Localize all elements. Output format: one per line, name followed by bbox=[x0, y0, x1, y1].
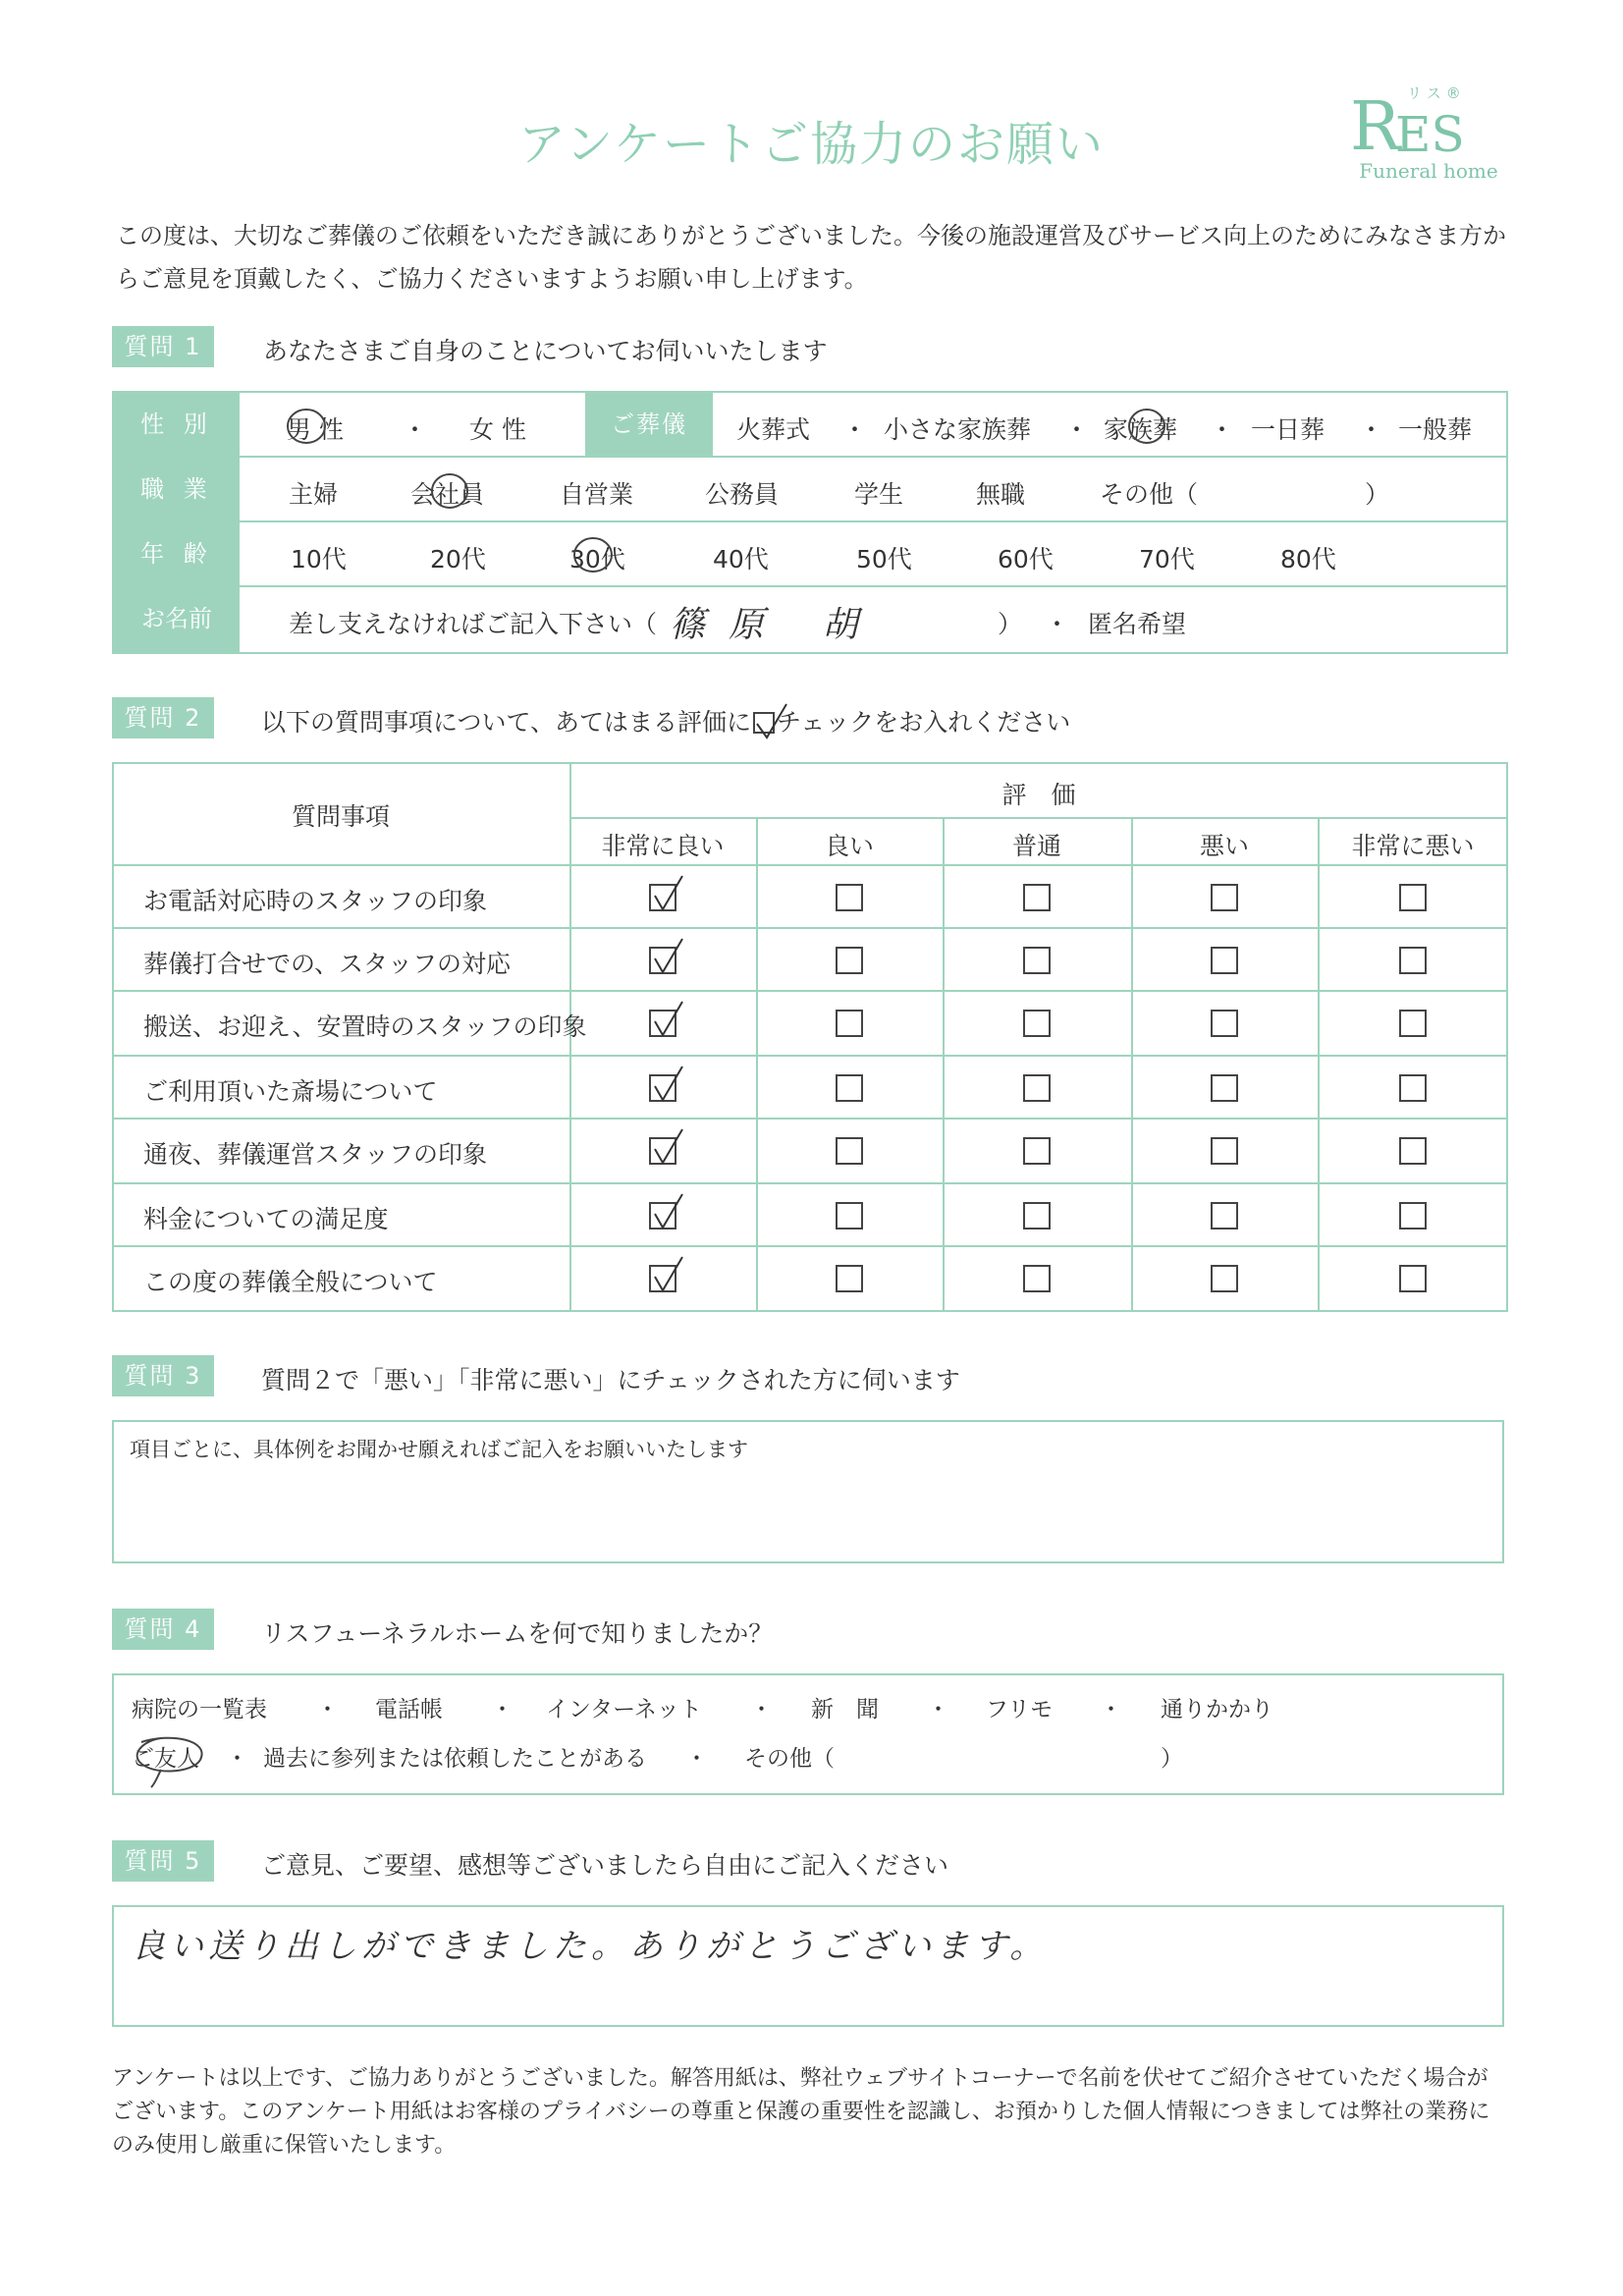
q2-row-divider bbox=[112, 1118, 1508, 1120]
q4-option-newspaper[interactable]: 新 聞 bbox=[811, 1697, 879, 1722]
funeral-option-one-day[interactable]: 一日葬 bbox=[1251, 415, 1325, 444]
q1-label: 質問 1 bbox=[112, 326, 214, 367]
q2-col-divider bbox=[943, 817, 945, 1312]
rating-checkbox[interactable] bbox=[1023, 1074, 1051, 1102]
separator-dot: ・ bbox=[491, 1697, 514, 1722]
circle-mark-company-employee bbox=[428, 469, 471, 513]
rating-checkbox[interactable] bbox=[1399, 1010, 1427, 1037]
funeral-option-cremation[interactable]: 火葬式 bbox=[736, 415, 811, 444]
circle-mark-family-funeral bbox=[1125, 405, 1168, 448]
rating-checkbox[interactable] bbox=[836, 1074, 863, 1102]
rating-checkbox[interactable] bbox=[1023, 1265, 1051, 1292]
rating-checkbox[interactable] bbox=[649, 947, 676, 974]
q2-text-after: チェックをお入れください bbox=[777, 708, 1071, 737]
q2-row-divider bbox=[569, 817, 1508, 819]
rating-checkbox[interactable] bbox=[1211, 1265, 1238, 1292]
q4-other-close: ） bbox=[1161, 1746, 1183, 1772]
separator-dot: ・ bbox=[226, 1746, 248, 1772]
rating-checkbox[interactable] bbox=[836, 947, 863, 974]
separator-dot: ・ bbox=[1100, 1697, 1122, 1722]
q2-row-divider bbox=[112, 927, 1508, 929]
q3-text: 質問２で「悪い」「非常に悪い」にチェックされた方に伺います bbox=[261, 1366, 960, 1394]
job-option-civil-servant[interactable]: 公務員 bbox=[705, 480, 780, 509]
gender-option-male[interactable]: 男 性 bbox=[287, 415, 344, 444]
rating-checkbox[interactable] bbox=[1399, 884, 1427, 911]
funeral-option-small-family[interactable]: 小さな家族葬 bbox=[884, 415, 1032, 444]
q4-option-internet[interactable]: インターネット bbox=[546, 1697, 702, 1722]
separator-dot: ・ bbox=[316, 1697, 339, 1722]
q4-option-friend[interactable]: ご友人 bbox=[132, 1746, 199, 1772]
separator-dot: ・ bbox=[750, 1697, 773, 1722]
q4-option-past-attendance[interactable]: 過去に参列または依頼したことがある bbox=[263, 1746, 647, 1772]
rating-checkbox[interactable] bbox=[1211, 1010, 1238, 1037]
rating-checkbox[interactable] bbox=[1399, 1074, 1427, 1102]
rating-checkbox[interactable] bbox=[1211, 1202, 1238, 1230]
age-header: 年 齢 bbox=[114, 522, 240, 585]
question-item-label: 料金についての満足度 bbox=[143, 1205, 389, 1233]
name-prompt: 差し支えなければご記入下さい（ bbox=[289, 610, 658, 638]
q2-text bbox=[261, 703, 1070, 738]
question-item-label: 搬送、お迎え、安置時のスタッフの印象 bbox=[143, 1012, 587, 1041]
question-item-label: この度の葬儀全般について bbox=[143, 1268, 438, 1296]
rating-checkbox[interactable] bbox=[1211, 947, 1238, 974]
checkmark-icon bbox=[649, 1000, 694, 1039]
q2-col-divider bbox=[1131, 817, 1133, 1312]
logo-letters-es: ES bbox=[1395, 106, 1465, 163]
funeral-option-general[interactable]: 一般葬 bbox=[1398, 415, 1473, 444]
rating-checkbox[interactable] bbox=[1211, 1074, 1238, 1102]
q2-text-before: 以下の質問事項について、あてはまる評価に bbox=[261, 708, 752, 737]
logo-letter-r: R bbox=[1350, 88, 1401, 166]
intro-text: この度は、大切なご葬儀のご依頼をいただき誠にありがとうございました。今後の施設運営及びサービス向上のためにみなさま方からご意見を頂戴したく、ご協力くださいますようお願い申し上げます。 bbox=[116, 222, 1506, 293]
logo-kana: リス® bbox=[1407, 84, 1466, 102]
age-option-20s[interactable]: 20代 bbox=[430, 545, 486, 574]
company-logo bbox=[1350, 84, 1507, 183]
separator-dot: ・ bbox=[1210, 415, 1235, 444]
rating-checkbox[interactable] bbox=[649, 1265, 676, 1292]
gender-option-female[interactable]: 女 性 bbox=[469, 415, 526, 444]
separator-dot: ・ bbox=[1064, 415, 1090, 444]
rating-checkbox[interactable] bbox=[836, 1137, 863, 1165]
funeral-header: ご葬儀 bbox=[585, 393, 713, 456]
funeral-option-family[interactable]: 家族葬 bbox=[1104, 415, 1178, 444]
job-option-self-employed[interactable]: 自営業 bbox=[560, 480, 634, 509]
separator-dot: ・ bbox=[685, 1746, 708, 1772]
rating-header: 評 価 bbox=[1001, 781, 1076, 809]
job-other-close: ） bbox=[1365, 480, 1390, 509]
name-value[interactable]: 篠原 胡 bbox=[670, 605, 882, 645]
items-header: 質問事項 bbox=[291, 802, 390, 831]
q4-option-furimo[interactable]: フリモ bbox=[986, 1697, 1054, 1722]
age-option-10s[interactable]: 10代 bbox=[291, 545, 347, 574]
rating-checkbox[interactable] bbox=[1023, 947, 1051, 974]
rating-col-very-good: 非常に良い bbox=[601, 832, 725, 860]
question-item-label: ご利用頂いた斎場について bbox=[143, 1077, 438, 1106]
job-option-housewife[interactable]: 主婦 bbox=[289, 480, 339, 509]
footer-note: アンケートは以上です、ご協力ありがとうございました。解答用紙は、弊社ウェブサイトコーナーで名前を伏せてご紹介させていただく場合がございます。このアンケート用紙はお客様のプライバシーの尊重と保護の重要性を認識し、お預かりした個人情報につきましては弊社の業務にのみ使用し厳重に保管いたします。 bbox=[112, 2066, 1490, 2158]
separator-dot: ・ bbox=[403, 415, 428, 444]
age-option-80s[interactable]: 80代 bbox=[1280, 545, 1336, 574]
q5-answer-text: 良い送り出しができました。ありがとうございます。 bbox=[132, 1927, 1049, 1966]
q5-label: 質問 5 bbox=[112, 1840, 214, 1882]
checkmark-icon bbox=[649, 874, 694, 913]
question-item-label: 通夜、葬儀運営スタッフの印象 bbox=[143, 1140, 488, 1169]
rating-checkbox[interactable] bbox=[1211, 1137, 1238, 1165]
q4-label: 質問 4 bbox=[112, 1609, 214, 1650]
q5-text: ご意見、ご要望、感想等ございましたら自由にご記入ください bbox=[261, 1851, 949, 1880]
separator-dot: ・ bbox=[1045, 610, 1070, 638]
age-option-60s[interactable]: 60代 bbox=[998, 545, 1054, 574]
q4-text: リスフューネラルホームを何で知りましたか？ bbox=[261, 1619, 774, 1648]
age-option-40s[interactable]: 40代 bbox=[713, 545, 769, 574]
separator-dot: ・ bbox=[927, 1697, 949, 1722]
age-option-30s[interactable]: 30代 bbox=[569, 545, 625, 574]
q2-label: 質問 2 bbox=[112, 697, 214, 738]
q2-row-divider bbox=[112, 1182, 1508, 1184]
name-header: お名前 bbox=[114, 587, 240, 652]
checkmark-icon bbox=[649, 1192, 694, 1231]
rating-checkbox[interactable] bbox=[836, 1265, 863, 1292]
q2-col-divider bbox=[1318, 817, 1320, 1312]
rating-checkbox[interactable] bbox=[649, 1074, 676, 1102]
q1-row-divider bbox=[112, 520, 1508, 522]
checkmark-icon bbox=[649, 1255, 694, 1294]
rating-checkbox[interactable] bbox=[836, 884, 863, 911]
rating-checkbox[interactable] bbox=[1023, 1202, 1051, 1230]
age-option-50s[interactable]: 50代 bbox=[856, 545, 912, 574]
rating-col-bad: 悪い bbox=[1199, 832, 1249, 860]
q4-option-passing-by[interactable]: 通りかかり bbox=[1161, 1697, 1273, 1722]
rating-col-good: 良い bbox=[824, 832, 874, 860]
job-option-unemployed[interactable]: 無職 bbox=[976, 480, 1026, 509]
question-item-label: お電話対応時のスタッフの印象 bbox=[143, 887, 488, 915]
age-option-70s[interactable]: 70代 bbox=[1139, 545, 1195, 574]
circle-mark-male bbox=[285, 405, 328, 448]
q2-row-divider bbox=[112, 1055, 1508, 1057]
rating-checkbox[interactable] bbox=[1399, 1137, 1427, 1165]
q4-option-phonebook[interactable]: 電話帳 bbox=[375, 1697, 443, 1722]
q1-text: あなたさまご自身のことについてお伺いいたします bbox=[263, 337, 828, 365]
rating-checkbox[interactable] bbox=[1023, 884, 1051, 911]
separator-dot: ・ bbox=[842, 415, 868, 444]
checkmark-icon bbox=[649, 1065, 694, 1104]
job-header: 職 業 bbox=[114, 458, 240, 520]
q4-option-other[interactable]: その他（ bbox=[744, 1746, 835, 1772]
rating-checkbox[interactable] bbox=[1399, 1202, 1427, 1230]
rating-checkbox[interactable] bbox=[1399, 1265, 1427, 1292]
rating-checkbox[interactable] bbox=[1023, 1010, 1051, 1037]
job-option-company-employee[interactable]: 会社員 bbox=[410, 480, 485, 509]
separator-dot: ・ bbox=[1359, 415, 1384, 444]
rating-checkbox[interactable] bbox=[1399, 947, 1427, 974]
q2-row-divider bbox=[112, 864, 1508, 866]
checkmark-icon bbox=[649, 1127, 694, 1167]
rating-col-very-bad: 非常に悪い bbox=[1351, 832, 1475, 860]
q2-col-divider bbox=[756, 817, 758, 1312]
rating-checkbox[interactable] bbox=[836, 1010, 863, 1037]
job-option-student[interactable]: 学生 bbox=[854, 480, 904, 509]
circle-mark-30s bbox=[569, 532, 617, 577]
q2-row-divider bbox=[112, 1245, 1508, 1247]
page-title: アンケートご協力のお願い bbox=[517, 117, 1106, 172]
q1-row-divider bbox=[112, 456, 1508, 458]
checkmark-icon bbox=[649, 937, 694, 976]
logo-subtitle: Funeral home bbox=[1359, 159, 1498, 183]
rating-checkbox[interactable] bbox=[649, 884, 676, 911]
question-item-label: 葬儀打合せでの、スタッフの対応 bbox=[143, 950, 512, 978]
q4-option-hospital-list[interactable]: 病院の一覧表 bbox=[132, 1697, 267, 1722]
rating-checkbox[interactable] bbox=[649, 1137, 676, 1165]
rating-checkbox[interactable] bbox=[836, 1202, 863, 1230]
q2-row-divider bbox=[112, 990, 1508, 992]
rating-checkbox[interactable] bbox=[649, 1010, 676, 1037]
job-option-other[interactable]: その他（ bbox=[1100, 480, 1199, 509]
rating-checkbox[interactable] bbox=[649, 1202, 676, 1230]
circle-mark-friend bbox=[122, 1732, 220, 1789]
q3-box-prompt: 項目ごとに、具体例をお聞かせ願えればご記入をお願いいたします bbox=[130, 1438, 748, 1461]
rating-checkbox[interactable] bbox=[1211, 884, 1238, 911]
rating-checkbox[interactable] bbox=[1023, 1137, 1051, 1165]
rating-col-average: 普通 bbox=[1011, 832, 1061, 860]
q1-row-divider bbox=[112, 585, 1508, 587]
name-close: ） bbox=[998, 610, 1023, 638]
gender-header: 性 別 bbox=[114, 393, 240, 456]
q3-label: 質問 3 bbox=[112, 1355, 214, 1396]
name-anonymous-option[interactable]: 匿名希望 bbox=[1088, 610, 1187, 638]
checkbox-sample-icon bbox=[753, 712, 775, 734]
